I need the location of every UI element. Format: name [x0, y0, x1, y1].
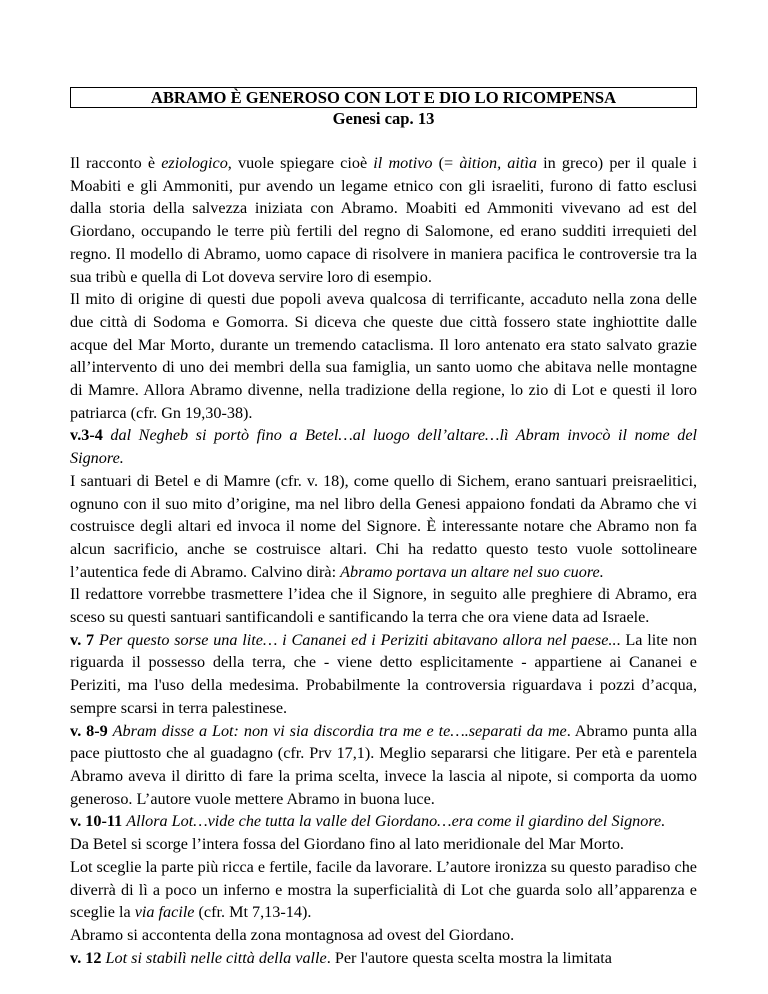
document-subtitle: Genesi cap. 13 — [332, 109, 435, 128]
paragraph — [70, 833, 697, 856]
italic-text: Per questo sorse una lite… i Cananei ed i Periziti abitavano allora nel paese.. — [98, 630, 617, 649]
paragraph — [70, 629, 697, 720]
paragraph — [70, 810, 697, 833]
italic-text: dal Negheb si portò fino a Betel…al luogo dell’altare…lì Abram invocò il nome del Signore. — [70, 426, 698, 468]
italic-text: Abramo portava un altare nel suo cuore. — [340, 562, 604, 581]
paragraph — [70, 583, 697, 628]
verse-ref: v. 12 — [70, 948, 102, 967]
document-body — [70, 152, 697, 969]
italic-text: Allora Lot…vide che tutta la valle del Giordano…era come il giardino del Signore. — [126, 812, 666, 831]
text-run: Da Betel si scorge l’intera fossa del Giordano fino al lato meridionale del Mar Morto. — [70, 835, 624, 854]
text-run: Abramo si accontenta della zona montagnosa ad ovest del Giordano. — [70, 925, 515, 944]
paragraph — [70, 947, 697, 970]
text-run: Il racconto è — [70, 154, 162, 172]
text-run: Il redattore vorrebbe trasmettere l’idea che il Signore, in seguito alle preghiere di Abramo, era sceso su questi santuari santificandoli e santificando la terra che ora viene data ad Israele. — [70, 585, 697, 627]
text-run: Lot sceglie la parte più ricca e fertile, facile da lavorare. L’autore ironizza su questo paradiso che diverrà di lì a poco un inferno e mostra la superficialità di Lot che guarda solo all’apparenza e sceglie la — [70, 857, 697, 922]
paragraph — [70, 856, 697, 924]
document-title: ABRAMO È GENEROSO CON LOT E DIO LO RICOMPENSA — [70, 87, 697, 108]
paragraph — [70, 924, 697, 947]
text-run: (= — [432, 154, 460, 172]
italic-text: il motivo — [373, 154, 433, 172]
text-run: . La lite non riguarda il possesso della terra, che - viene detto esplicitamente - appartiene ai Cananei e Periziti, ma l'uso della medesima. Probabilmente la controversia riguardava i pozzi d’acqua, sempre scarsi in terra palestinese. — [70, 630, 698, 717]
text-run: Il mito di origine di questi due popoli aveva qualcosa di terrificante, accaduto nella zona delle due città di Sodoma e Gomorra. Si diceva che queste due città fossero state inghiottite dalle acque del Mar Morto, durante un tremendo cataclisma. Il loro antenato era stato salvato grazie all’intervento di uno dei membri della sua famiglia, un santo uomo che abitava nelle montagne di Mamre. Allora Abramo divenne, nella tradizione della regione, lo zio di Lot e questi il loro patriarca (cfr. Gn 19,30-38). — [70, 290, 697, 422]
text-run: I santuari di Betel e di Mamre (cfr. v. 18), come quello di Sichem, erano santuari preisraelitici, ognuno con il suo mito d’origine, ma nel libro della Genesi appaiono fondati da Abramo che vi costruisce degli altari ed invoca il nome del Signore. È interessante notare che Abramo non fa alcun sacrificio, anche se costruisce altari. Chi ha redatto questo testo vuole sottolineare l’autentica fede di Abramo. Calvino dirà: — [70, 471, 697, 581]
paragraph — [70, 152, 697, 288]
italic-text: Abram disse a Lot: non vi sia discordia tra me e te….separati da me — [112, 721, 567, 740]
verse-ref: v. 10-11 — [70, 812, 123, 831]
italic-text: Lot si stabilì nelle città della valle — [105, 948, 327, 967]
italic-text: àition, aitìa — [459, 154, 537, 172]
text-run: (cfr. Mt 7,13-14). — [194, 903, 312, 922]
paragraph — [70, 470, 697, 584]
text-run: in greco) per il quale i Moabiti e gli Ammoniti, pur avendo un legame etnico con gli israeliti, furono di fatto esclusi dalla storia della salvezza iniziata con Abramo. Moabiti ed Ammoniti vivevano ad est del Giordano, occupando le terre più fertili del regno di Salomone, ed erano sudditi irrequieti del regno. Il modello di Abramo, uomo capace di risolvere in maniera pacifica le controversie tra la sua tribù e quella di Lot doveva servire loro di esempio. — [70, 154, 697, 286]
verse-ref: v. 8-9 — [70, 721, 108, 740]
verse-ref: v. 7 — [70, 630, 95, 649]
text-run: . Abramo punta alla pace piuttosto che al guadagno (cfr. Prv 17,1). Meglio separarsi che litigare. Per età e parentela Abramo aveva il diritto di fare la prima scelta, invece la lascia al nipote, si comporta da uomo generoso. L’autore vuole mettere Abramo in buona luce. — [70, 721, 698, 808]
paragraph — [70, 720, 697, 811]
italic-text: via facile — [134, 903, 195, 922]
italic-text: eziologico — [161, 154, 228, 172]
paragraph — [70, 288, 697, 424]
verse-ref: v.3-4 — [70, 426, 103, 445]
text-run: . Per l'autore questa scelta mostra la limitata — [326, 948, 612, 967]
paragraph — [70, 424, 697, 469]
document-page — [70, 87, 697, 969]
text-run: , vuole spiegare cioè — [227, 154, 374, 172]
